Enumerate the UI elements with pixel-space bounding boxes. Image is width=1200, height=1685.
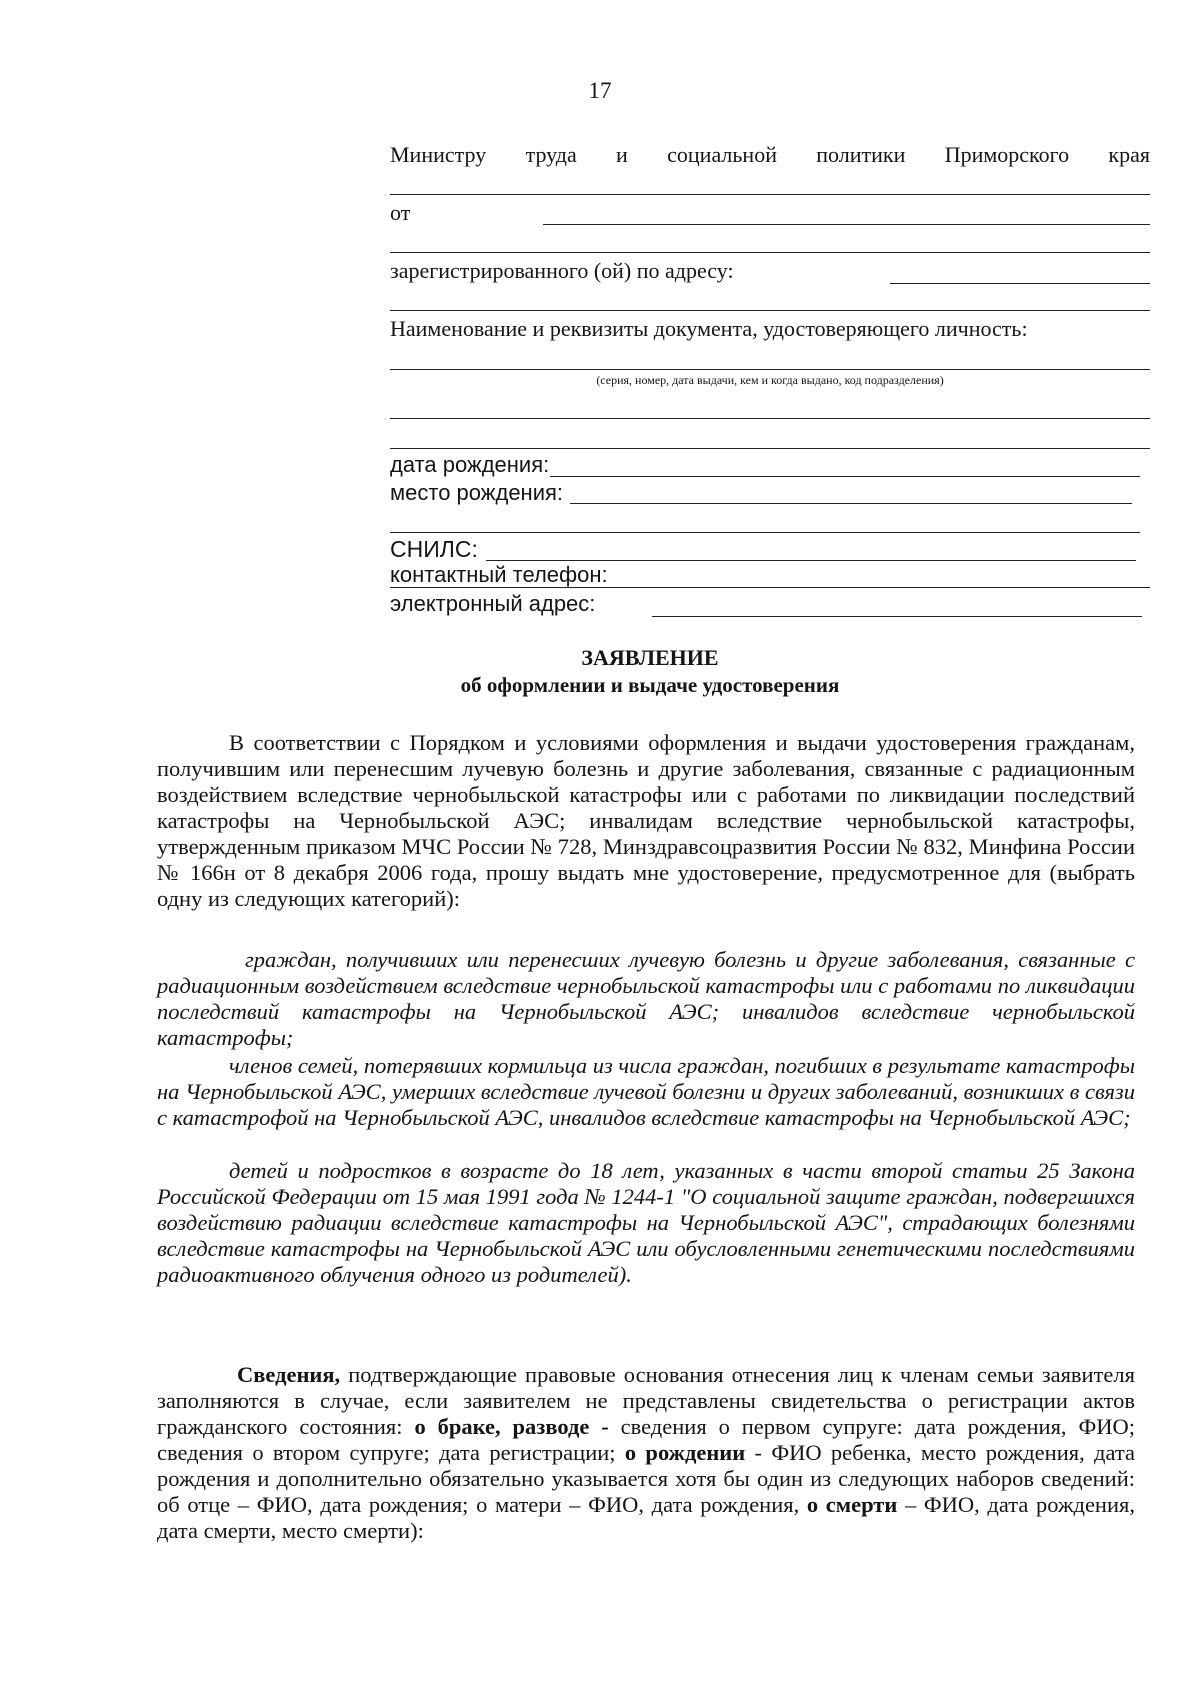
paragraph-text: – ФИО, дата рождения, дата смерти, место смерти): [157, 1492, 1135, 1543]
birth-date-field[interactable] [550, 476, 1140, 477]
birth-date-label: дата рождения: [390, 452, 550, 477]
page-number: 17 [588, 78, 612, 103]
blank-line[interactable] [390, 418, 1150, 419]
addressee-line [390, 142, 1150, 168]
document-subtitle: об оформлении и выдаче удостоверения [460, 673, 840, 697]
blank-line[interactable] [390, 532, 1140, 533]
addressee-word: труда [525, 142, 577, 167]
bold-text: о браке, разводе - [414, 1414, 609, 1439]
blank-line[interactable] [390, 194, 1150, 195]
blank-line[interactable] [390, 448, 1150, 449]
email-field[interactable] [652, 616, 1142, 617]
addressee-word: социальной [667, 142, 777, 167]
snils-label: СНИЛС: [390, 536, 478, 562]
addressee-word: Приморского [944, 142, 1070, 167]
phone-label: контактный телефон: [390, 562, 608, 587]
birth-place-field[interactable] [570, 503, 1132, 504]
id-document-label: Наименование и реквизиты документа, удостоверяющего личность: [390, 316, 1028, 341]
email-label: электронный адрес: [390, 591, 596, 616]
addressee-word: политики [816, 142, 906, 167]
address-field[interactable] [890, 283, 1150, 284]
paragraph-text: сведения о первом супруге: дата рождения, ФИО; сведения о втором супруге; дата регистрации; [157, 1414, 1135, 1465]
blank-line[interactable] [390, 310, 1150, 311]
information-paragraph [157, 1362, 1135, 1544]
from-label: от [390, 200, 411, 225]
paragraph-text: подтверждающие правовые основания отнесения лиц к членам семьи заявителя заполняются в случае, если заявителем не представлены свидетельства о регистрации актов гражданского состояния: [157, 1362, 1135, 1439]
id-document-field[interactable] [390, 369, 1150, 370]
phone-field[interactable] [390, 587, 1150, 588]
category-option-3[interactable]: детей и подростков в возрасте до 18 лет, указанных в части второй статьи 25 Закона Российской Федерации от 15 мая 1991 года № 1244-1 "О социальной защите граждан, подвергшихся воздействию радиации вследствие катастрофы на Чернобыльской АЭС", страдающих болезнями вследствие катастрофы на Чернобыльской АЭС или обусловленными генетическими последствиями радиоактивного облучения одного из родителей). [157, 1158, 1135, 1287]
addressee-word: края [1108, 142, 1150, 167]
addressee-word: и [616, 142, 628, 167]
bold-text: Сведения, [237, 1362, 341, 1387]
paragraph-text: - ФИО ребенка, место рождения, дата рождения и дополнительно обязательно указывается хотя бы один из следующих наборов сведений: об отце – ФИО, дата рождения; о матери – ФИО, дата рождения, [157, 1440, 1135, 1517]
bold-text: о рождении [624, 1440, 746, 1465]
blank-line[interactable] [390, 252, 1150, 253]
category-option-1[interactable]: граждан, получивших или перенесших лучевую болезнь и другие заболевания, связанные с радиационным воздействием вследствие чернобыльской катастрофы или с работами по ликвидации последствий катастрофы на Чернобыльской АЭС; инвалидов вследствие чернобыльской катастрофы; [157, 947, 1135, 1050]
statement-paragraph: В соответствии с Порядком и условиями оформления и выдачи удостоверения гражданам, получившим или перенесшим лучевую болезнь и другие заболевания, связанные с радиационным воздействием вследствие чернобыльской катастрофы или с работами по ликвидации последствий катастрофы на Чернобыльской АЭС; инвалидам вследствие чернобыльской катастрофы, утвержденным приказом МЧС России № 728, Минздравсоцразвития России № 832, Минфина России № 166н от 8 декабря 2006 года, прошу выдать мне удостоверение, предусмотренное для (выбрать одну из следующих категорий): [157, 730, 1135, 911]
bold-text: о смерти [806, 1492, 898, 1517]
from-field[interactable] [543, 224, 1150, 225]
category-option-2[interactable]: членов семей, потерявших кормильца из числа граждан, погибших в результате катастрофы на Чернобыльской АЭС, умерших вследствие лучевой болезни и других заболеваний, возникших в связи с катастрофой на Чернобыльской АЭС, инвалидов вследствие катастрофы на Чернобыльской АЭС; [157, 1053, 1135, 1130]
birth-place-label: место рождения: [390, 480, 564, 505]
id-document-note: (серия, номер, дата выдачи, кем и когда выдано, код подразделения) [596, 373, 944, 387]
document-title: ЗАЯВЛЕНИЕ [581, 645, 719, 670]
addressee-word: Министру [390, 142, 487, 167]
snils-field[interactable] [486, 560, 1136, 561]
registered-address-label: зарегистрированного (ой) по адресу: [390, 258, 734, 283]
